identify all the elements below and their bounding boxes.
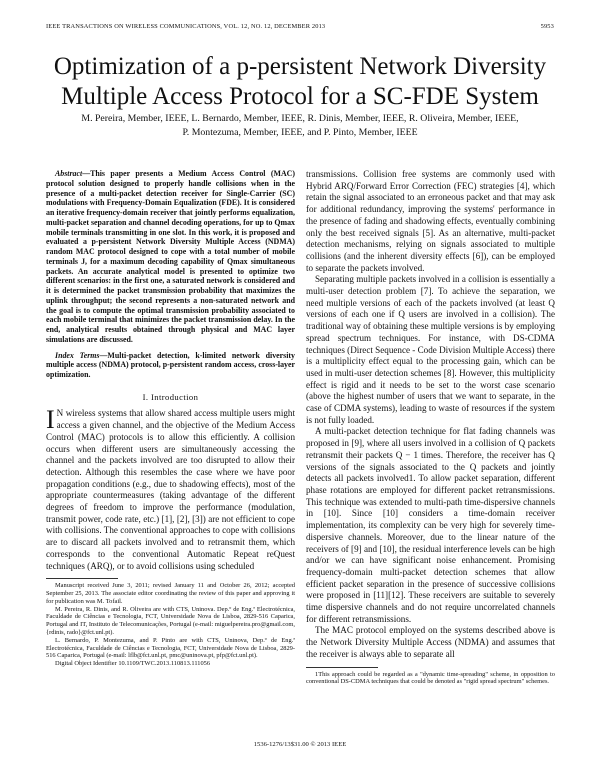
abstract-text: —This paper presents a Medium Access Control (MAC) protocol solution designed to properly handle collisions when in the presence of a multi-packet detection receiver for Single-Carrier (SC) modulations with Frequency-Domain Equalization (FDE). It is considered an iterative frequency-domain receiver that jointly performs equalization, multi-packet separation and channel decoding operations, for up to Qmax mobile terminals transmitting in one slot. In this work, it is proposed and evaluated a p-persistent Network Diversity Multiple Access (NDMA) random MAC protocol designed to cope with a total number of mobile terminals J, for a maximum decoding capability of Qmax simultaneous packets. An accurate analytical model is presented to optimize two different scenarios: in the first one, a saturated network is considered and it is determined the packet transmission probability that maximizes the uplink throughput; the second represents a non-saturated network and the goal is to compute the optimal transmission probability associated to each mobile terminal that minimizes the packet transmission delay. In the end, analytical results obtained through physical and MAC layer simulations are discussed. bbox=[46, 169, 295, 344]
footnote-rule bbox=[46, 578, 118, 579]
affiliation-note-1: M. Pereira, R. Dinis, and R. Oliveira are with CTS, Uninova. Dep.º de Eng.ª Electrotécnica, Faculdade de Ciências e Tecnologia, FCT, Universidade Nova de Lisboa, 2829-516 Caparica, Portugal and IT, Instituto de Telecomunicações, Portugal (e-mail: miguelpereira.pro@gmail.com, {rdinis, rado}@fct.unl.pt). bbox=[46, 605, 295, 637]
index-terms-text: —Multi-packet detection, k-limited network diversity multiple access (NDMA) protocol, p-persistent random access, cross-layer optimization. bbox=[46, 350, 296, 379]
index-terms-label: Index Terms bbox=[55, 350, 100, 360]
paper-title bbox=[40, 52, 560, 112]
index-terms bbox=[46, 351, 295, 380]
right-column bbox=[306, 169, 555, 686]
footnote-1: 1This approach could be regarded as a "dynamic time-spreading" scheme, in opposition to conventional DS-CDMA techniques that could be denoted as "rigid spread spectrum" schemes. bbox=[306, 670, 555, 686]
drop-cap: I bbox=[46, 405, 55, 435]
right-paragraph-4: The MAC protocol employed on the systems described above is the Network Diversity Multiple Access (NDMA) and assumes that the receiver is always able to separate all bbox=[306, 625, 555, 659]
title-line-1: Optimization of a p-persistent Network Diversity bbox=[53, 53, 547, 80]
intro-paragraph-1 bbox=[46, 405, 295, 572]
right-paragraph-1: transmissions. Collision free systems are commonly used with Hybrid ARQ/Forward Error Correction (FEC) strategies [4], which retain the signal associated to an erroneous packet and that may ask for additional redundancy, improving the systems' performance in the presence of fading and shadowing effects, eventually combining only the best received signals [5]. As an alternative, multi-packet detection mechanisms, relying on signals associated to multiple collisions (and the inherent diversity effects [6]), can be employed to separate the packets involved. bbox=[306, 169, 555, 273]
authors-line-2: P. Montezuma, Member, IEEE, and P. Pinto, Member, IEEE bbox=[182, 127, 418, 138]
intro-paragraph-1-text: wireless systems that allow shared access multiple users might access a given channel, and the objective of the Medium Access Control (MAC) protocols is to allow this efficiently. A collision occurs when different users are simultaneously accessing the channel and the packets involved are too disrupted to allow their detection. Although this resembles the case where we have poor propagation conditions (e.g., due to shadowing effects), most of the appropriate countermeasures (taking advantage of the different degrees of freedom to improve the performance (modulation, transmit power, code rate, etc.) [1], [2], [3]) are not efficient to cope with collisions. The conventional approaches to cope with collisions are to discard all packets involved and to retransmit them, which corresponds to the conventional Automatic Repeat reQuest techniques (ARQ), or to avoid collisions using scheduled bbox=[46, 408, 295, 571]
manuscript-note: Manuscript received June 3, 2011; revised January 11 and October 26, 2012; accepted September 25, 2013. The associate editor coordinating the review of this paper and approving it for publication was M. Tofail. bbox=[46, 582, 295, 605]
authors-line-1: M. Pereira, Member, IEEE, L. Bernardo, Member, IEEE, R. Dinis, Member, IEEE, R. Oliveira, Member, IEEE, bbox=[81, 113, 519, 124]
title-line-2: Multiple Access Protocol for a SC-FDE System bbox=[61, 83, 539, 110]
affiliation-note-2: L. Bernardo, P. Montezuma, and P. Pinto are with CTS, Uninova, Dep.º de Eng.ª Electrotécnica, Faculdade de Ciências e Tecnologia, FCT, Universidade Nova de Lisboa, 2829-516 Caparica, Portugal (e-mail: lflb@fct.unl.pt, pmc@uninova.pt, pfp@fct.unl.pt). bbox=[46, 636, 295, 660]
doi-note: Digital Object Identifier 10.1109/TWC.2013.110813.111056 bbox=[55, 660, 211, 668]
right-paragraph-2: Separating multiple packets involved in a collision is essentially a multi-user detection problem [7]. To achieve the separation, we need multiple versions of each of the packets involved (at least Q versions of each one if Q users are involved in a collision). The traditional way of obtaining these multiple versions is by employing spread spectrum techniques. For instance, with DS-CDMA techniques (Direct Sequence - Code Division Multiple Access) there is a multiplicity effect equal to the processing gain, which can be used in multi-user detection schemes [8]. However, this multiplicity effect is rigid and it needs to be set to the worst case scenario (above the highest number of users that we want to separate, in the case of CDMA systems), leading to waste of resources if the system is not fully loaded. bbox=[306, 274, 555, 425]
section-heading-introduction: I. Introduction bbox=[142, 391, 199, 402]
copyright-footer: 1536-1276/13$31.00 © 2013 IEEE bbox=[253, 741, 347, 748]
page-number: 5953 bbox=[540, 23, 554, 30]
abstract bbox=[46, 169, 295, 345]
abstract-label: Abstract bbox=[55, 169, 83, 178]
right-paragraph-3: A multi-packet detection technique for flat fading channels was proposed in [9], where all users involved in a collision of Q packets retransmit their packets Q − 1 times. Therefore, the receiver has Q versions of the signals associated to the Q packets and jointly detects all packets involved1. To allow packet separation, different phase rotations are employed for different packet retransmissions. This technique was extended to multi-path time-dispersive channels in [10]. Since [10] considers a time-domain receiver implementation, its complexity can be very high for severely time-dispersive channels. Moreover, due to the linear nature of the receivers of [9] and [10], the residual interference levels can be high and/or we can have significant noise enhancement. Promising frequency-domain multi-packet detection schemes that allow efficient packet separation in the presence of successive collisions were proposed in [11][12]. These receivers are suitable to severely time dispersive channels and do not require uncorrelated channels for different retransmissions. bbox=[306, 426, 555, 624]
journal-header: IEEE TRANSACTIONS ON WIRELESS COMMUNICATIONS, VOL. 12, NO. 12, DECEMBER 2013 bbox=[46, 23, 326, 30]
author-list bbox=[60, 112, 540, 140]
footnote-rule-right bbox=[306, 667, 378, 668]
left-column bbox=[46, 169, 295, 668]
lead-letter: N bbox=[56, 408, 64, 419]
